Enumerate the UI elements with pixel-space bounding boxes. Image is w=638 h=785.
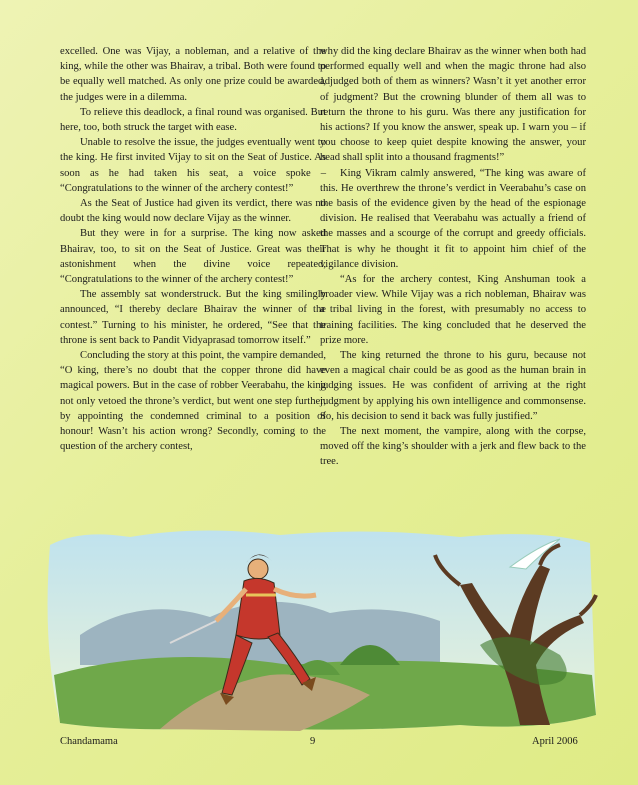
left-column: [60, 44, 326, 454]
footer-magazine-name: Chandamama: [60, 736, 118, 747]
paragraph: The king returned the throne to his guru, because not even a magical chair could be as good as the human brain in judging issues. He was confident of arriving at the right judgment by applying his own intelligence and commonsense. So, his decision to send it back was fully justified.”: [320, 350, 586, 422]
right-column: [320, 44, 586, 470]
paragraph: Concluding the story at this point, the vampire demanded, “O king, there’s no doubt that the copper throne did have magical powers. But in the case of robber Veerabahu, the king not only vetoed the throne’s verdict, but went one step further, by appointing the condemned criminal to a position of honour! Wasn’t his action wrong? Secondly, coming to the question of the archery contest,: [60, 350, 326, 453]
paragraph: To relieve this deadlock, a final round was organised. But here, too, both struck the target with ease.: [60, 106, 326, 134]
paragraph: excelled. One was Vijay, a nobleman, and a relative of the king, while the other was Bhairav, a tribal. Both were found to be equally well matched. As only one prize could be awarded, the judges were in a dilemma.: [60, 46, 326, 103]
footer-issue-date: April 2006: [532, 736, 578, 747]
paragraph: The assembly sat wonderstruck. But the king smilingly announced, “I thereby declare Bhairav the winner of the contest.” Turning to his minister, he ordered, “See that the throne is sent back to Pandit Vidyaprasad tomorrow itself.”: [60, 289, 326, 346]
paragraph: King Vikram calmly answered, “The king was aware of this. He overthrew the throne’s verdict in Veerabahu’s case on the basis of the evidence given by the head of the espionage division. He realised that Veerabahu was actually a friend of the masses and a scourge of the corrupt and greedy officials. That is why he thought it fit to appoint him chief of the vigilance division.: [320, 167, 586, 270]
page-number: 9: [310, 736, 316, 747]
paragraph: But they were in for a surprise. The king now asked Bhairav, too, to sit on the Seat of Justice. Great was their astonishment when the divine voice repeated, “Congratulations to the winner of the archery contest!”: [60, 228, 326, 286]
paragraph: As the Seat of Justice had given its verdict, there was no doubt the king would now declare Vijay as the winner.: [60, 198, 326, 225]
story-illustration: [40, 525, 600, 733]
paragraph: The next moment, the vampire, along with the corpse, moved off the king’s shoulder with a jerk and flew back to the tree.: [320, 426, 586, 468]
paragraph: “As for the archery contest, King Anshuman took a broader view. While Vijay was a rich nobleman, Bhairav was a tribal living in the forest, with presumably no access to training facilities. The king concluded that he deserved the prize more.: [320, 274, 586, 346]
paragraph: Unable to resolve the issue, the judges eventually went to the king. He first invited Vijay to sit on the Seat of Justice. As soon as he had taken his seat, a voice spoke – “Congratulations to the winner of the archery contest!”: [60, 137, 326, 194]
paragraph: why did the king declare Bhairav as the winner when both had performed equally well and when the magic throne had also adjudged both of them as winners? Wasn’t it yet another error of judgment? But the crowning blunder of them all was to return the throne to his guru. Was there any justification for his actions? If you know the answer, speak up. I warn you – if you choose to keep quiet despite knowing the answer, your head shall split into a thousand fragments!”: [320, 46, 586, 164]
